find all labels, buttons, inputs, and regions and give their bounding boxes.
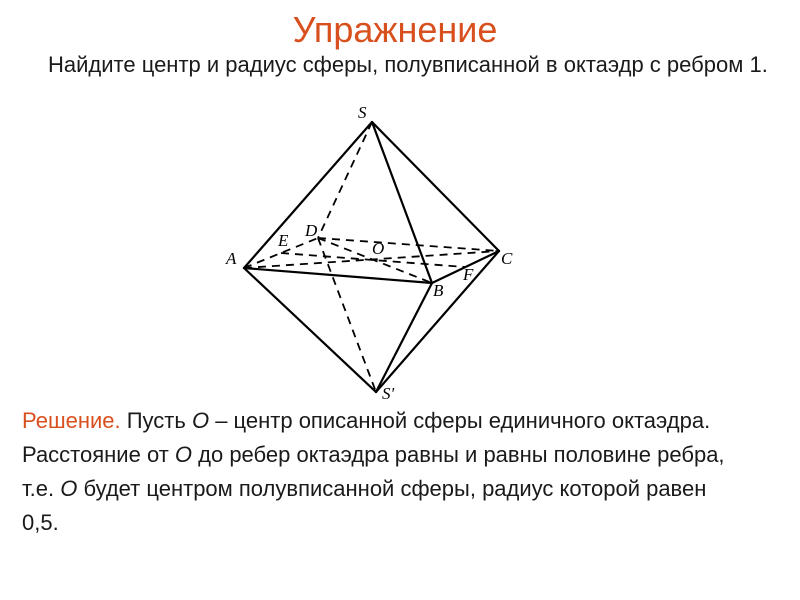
label-E: E — [278, 231, 289, 250]
solution-part-4: будет центром полувписанной сферы, радиус которой равен 0,5. — [22, 476, 707, 535]
solution-var-1: O — [191, 408, 210, 433]
solution-label: Решение. — [22, 408, 121, 433]
edge-SA — [244, 122, 372, 268]
label-O: O — [372, 239, 385, 258]
problem-statement: Найдите центр и радиус сферы, полувписанной в октаэдр с ребром 1. — [48, 52, 768, 77]
solution-part-2: – центр описанной сферы единичного октаэдра. Расстояние от — [22, 408, 711, 467]
label-A: A — [226, 249, 237, 268]
edge-AS-prime — [244, 268, 376, 392]
solution-var-2: O — [174, 442, 193, 467]
edge-SC — [372, 122, 499, 251]
label-F: F — [463, 265, 474, 284]
label-S: S — [358, 103, 367, 122]
solution-part-1: Пусть — [120, 408, 192, 433]
label-D: D — [305, 221, 318, 240]
slide-title: Упражнение — [292, 9, 498, 50]
label-B: B — [433, 281, 444, 300]
edge-SD — [318, 122, 372, 238]
edge-AB — [244, 268, 432, 283]
label-S-prime: S' — [382, 384, 395, 403]
solution-text — [22, 404, 742, 540]
solution-var-3: O — [60, 476, 78, 501]
edge-SB — [372, 122, 432, 283]
solution-part-3: до ребер октаэдра равны и равны половине ребра, т.е. — [22, 442, 725, 501]
label-C: C — [501, 249, 513, 268]
edge-CS-prime — [376, 251, 499, 392]
